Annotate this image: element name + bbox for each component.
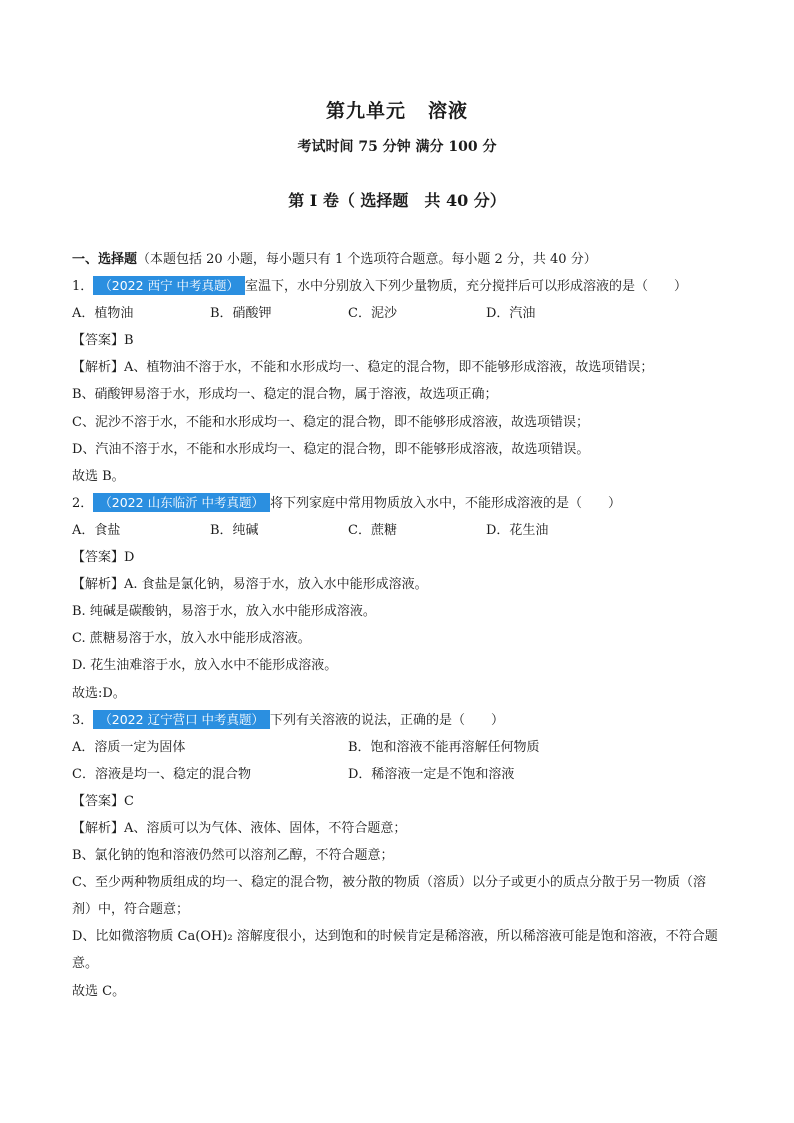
analysis-text: A、溶质可以为气体、液体、固体，不符合题意； — [124, 820, 407, 836]
source-tag: （2022 山东临沂 中考真题） — [93, 493, 270, 512]
question-number: 1． — [72, 279, 94, 295]
answer-value: C — [124, 793, 134, 809]
option-row — [72, 761, 722, 788]
analysis-line: C、至少两种物质组成的均一、稳定的混合物，被分散的物质（溶质）以分子或更小的质点分散于另一物质（溶剂）中，符合题意； — [72, 875, 706, 918]
analysis-line — [72, 571, 722, 598]
unit-topic: 溶液 — [428, 100, 469, 122]
option-d: D．稀溶液一定是不饱和溶液 — [348, 766, 515, 782]
conclusion-line: 故选:D。 — [72, 685, 126, 701]
option-row — [72, 517, 722, 544]
source-tag: （2022 西宁 中考真题） — [93, 276, 245, 295]
section-note: （本题包括 20 小题，每小题只有 1 个选项符合题意。每小题 2 分，共 40 分） — [137, 252, 597, 267]
question-stem — [72, 490, 722, 517]
answer-line — [72, 327, 722, 354]
question-text: 下列有关溶液的说法，正确的是（ ） — [270, 712, 505, 728]
analysis-line: D、比如微溶物质 Ca(OH)₂ 溶解度很小，达到饱和的时候肯定是稀溶液，所以稀溶液可能是饱和溶液，不符合题意。 — [72, 929, 718, 972]
option-a: A．溶质一定为固体 — [72, 739, 186, 755]
answer-label: 【答案】 — [72, 793, 125, 809]
option-row — [72, 734, 722, 761]
analysis-line: B. 纯碱是碳酸钠，易溶于水，放入水中能形成溶液。 — [72, 604, 376, 620]
exam-info: 考试时间 75 分钟 满分 100 分 — [297, 139, 497, 155]
question-stem — [72, 273, 722, 300]
source-tag: （2022 辽宁营口 中考真题） — [93, 710, 270, 729]
analysis-text: A. 食盐是氯化钠，易溶于水，放入水中能形成溶液。 — [124, 577, 428, 593]
question-content — [72, 246, 722, 1005]
analysis-line: C、泥沙不溶于水，不能和水形成均一、稳定的混合物，即不能够形成溶液，故选项错误； — [72, 414, 589, 430]
answer-value: D — [124, 550, 135, 566]
option-b: B．硝酸钾 — [210, 306, 272, 322]
analysis-line: B、氯化钠的饱和溶液仍然可以溶剂乙醇，不符合题意； — [72, 848, 394, 864]
answer-line — [72, 544, 722, 571]
option-b: B．饱和溶液不能再溶解任何物质 — [348, 739, 540, 755]
option-d: D．花生油 — [486, 522, 549, 538]
conclusion-line: 故选 B。 — [72, 468, 125, 484]
question-text: 将下列家庭中常用物质放入水中，不能形成溶液的是（ ） — [270, 495, 622, 511]
option-b: B．纯碱 — [210, 522, 259, 538]
option-d: D．汽油 — [486, 306, 536, 322]
option-a: A．植物油 — [72, 306, 134, 322]
answer-value: B — [124, 333, 134, 349]
analysis-line: B、硝酸钾易溶于水，形成均一、稳定的混合物，属于溶液，故选项正确； — [72, 387, 498, 403]
unit-name: 第九单元 — [325, 100, 406, 122]
option-a: A．食盐 — [72, 522, 121, 538]
answer-label: 【答案】 — [72, 333, 125, 349]
answer-label: 【答案】 — [72, 550, 125, 566]
question-number: 2． — [72, 495, 94, 511]
analysis-label: 【解析】 — [72, 360, 125, 376]
analysis-label: 【解析】 — [72, 820, 125, 836]
question-text: 室温下，水中分别放入下列少量物质，充分搅拌后可以形成溶液的是（ ） — [245, 279, 688, 295]
analysis-line: D、汽油不溶于水，不能和水形成均一、稳定的混合物，即不能够形成溶液，故选项错误。 — [72, 441, 590, 457]
question-number: 3． — [72, 712, 94, 728]
question-stem — [72, 707, 722, 734]
analysis-line: D. 花生油难溶于水，放入水中不能形成溶液。 — [72, 658, 338, 674]
section-heading: 一、选择题 — [72, 252, 138, 267]
analysis-text: A、植物油不溶于水，不能和水形成均一、稳定的混合物，即不能够形成溶液，故选项错误； — [124, 360, 654, 376]
option-c: C．溶液是均一、稳定的混合物 — [72, 766, 251, 782]
analysis-line — [72, 354, 722, 381]
answer-line — [72, 788, 722, 815]
section-heading-line — [72, 246, 722, 273]
volume-title: 第 I 卷（ 选择题 共 40 分） — [288, 191, 506, 210]
option-c: C．泥沙 — [348, 306, 397, 322]
analysis-line — [72, 815, 722, 842]
analysis-line: C. 蔗糖易溶于水，放入水中能形成溶液。 — [72, 631, 311, 647]
analysis-label: 【解析】 — [72, 577, 125, 593]
conclusion-line: 故选 C。 — [72, 983, 126, 999]
option-c: C．蔗糖 — [348, 522, 397, 538]
unit-title — [0, 96, 794, 123]
option-row — [72, 300, 722, 327]
